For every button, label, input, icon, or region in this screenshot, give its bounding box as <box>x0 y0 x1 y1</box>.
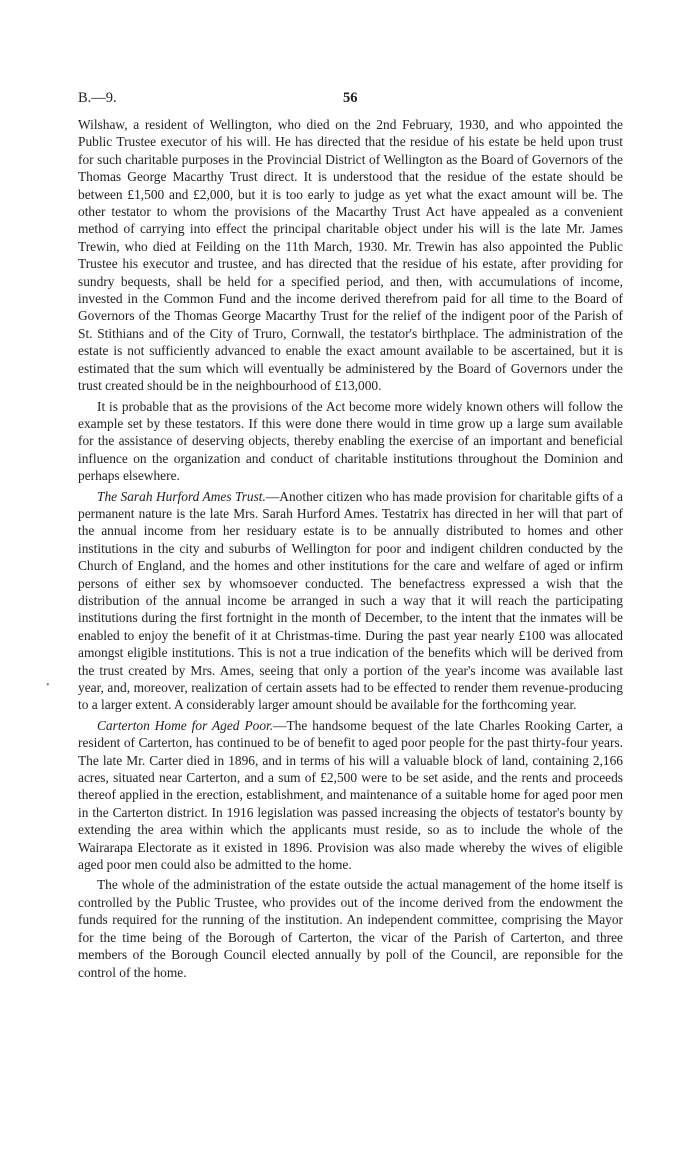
paragraph-text: —The handsome bequest of the late Charles Rooking Carter, a resident of Carterton, has continued to be of benefit to aged poor people for the past thirty-four years. The late Mr. Carter died in 1896, and in terms of his will a valuable block of land, containing 2,166 acres, situated near Carterton, and a sum of £2,500 were to be set aside, and the rents and proceeds thereof applied in the erection, establishment, and maintenance of a suitable home for aged poor men in the Carterton district. In 1916 legislation was passed increasing the objects of testator's bounty by extending the area within which the applicants must reside, so as to include the whole of the Wairarapa Electorate as it existed in 1896. Provision was also made whereby the wives of eligible aged poor men could also be admitted to the home. <box>78 717 623 873</box>
paragraph-text: Wilshaw, a resident of Wellington, who died on the 2nd February, 1930, and who appointed the Public Trustee executor of his will. He has directed that the residue of his estate be held upon trust for such charitable purposes in the Provincial District of Wellington as the Board of Governors of the Thomas George Macarthy Trust direct. It is understood that the residue of the estate should be between £1,500 and £2,000, but it is too early to judge as yet what the exact amount will be. The other testator to whom the provisions of the Macarthy Trust Act have appealed as a convenient method of carrying into effect the principal charitable object under his will is the late Mr. James Trewin, who died at Feilding on the 11th March, 1930. Mr. Trewin has also appointed the Public Trustee his executor and trustee, and has directed that the residue of his estate, after providing for sundry bequests, shall be held for a specified period, and then, with accumulations of income, invested in the Common Fund and the income derived therefrom paid for all time to the Board of Governors of the Thomas George Macarthy Trust for the relief of the indigent poor of the Parish of St. Stithians and of the City of Truro, Cornwall, the testator's birthplace. The administration of the estate is not sufficiently advanced to enable the exact amount available to be ascertained, but it is estimated that the sum which will eventually be administered by the Board of Governors under the trust created should be in the neighbourhood of £13,000. <box>78 117 623 394</box>
section-heading: Carterton Home for Aged Poor. <box>97 717 274 733</box>
paragraph-text: It is probable that as the provisions of the Act become more widely known others will follow the example set by these testators. If this were done there would in time grow up a large sum available for the assistance of deserving objects, thereby enabling the exercise of an important and beneficial influence on the organization and conduct of charitable institutions throughout the Dominion and perhaps elsewhere. <box>78 398 623 484</box>
paragraph-wilshaw-trewin <box>78 116 623 395</box>
paragraph-probable <box>78 398 623 485</box>
body-text <box>78 116 623 984</box>
paragraph-administration <box>78 876 623 980</box>
section-heading: The Sarah Hurford Ames Trust. <box>97 488 266 504</box>
margin-mark: • <box>46 680 50 691</box>
paragraph-ames-trust <box>78 488 623 714</box>
document-reference: B.—9. <box>78 90 117 106</box>
paragraph-text: —Another citizen who has made provision for charitable gifts of a permanent nature is the late Mrs. Sarah Hurford Ames. Testatrix has directed in her will that part of the annual income from her residuary estate is to be annually distributed to homes and other institutions in the city and suburbs of Wellington for poor and indigent children conducted by the Church of England, and the homes and other institutions for the care and welfare of aged or infirm persons of either sex by whomsoever conducted. The benefactress expressed a wish that the distribution of the annual income be arranged in such a way that it will reach the participating institutions during the first fortnight in the month of December, to the intent that the inmates will be enabled to enjoy the benefit of it at Christmas-time. During the past year nearly £100 was allocated amongst eligible institutions. This is not a true indication of the benefits which will be derived from the trust created by Mrs. Ames, seeing that only a portion of the year's income was available last year, and, moreover, realization of certain assets had to be effected to render them revenue-producing to a larger extent. A considerably larger amount should be available for the forthcoming year. <box>78 488 624 713</box>
page-header <box>78 90 628 110</box>
page-number: 56 <box>343 90 358 106</box>
paragraph-carterton-home <box>78 717 623 874</box>
paragraph-text: The whole of the administration of the estate outside the actual management of the home itself is controlled by the Public Trustee, who provides out of the income derived from the endowment the funds required for the running of the institution. An independent committee, comprising the Mayor for the time being of the Borough of Carterton, the vicar of the Parish of Carterton, and three members of the Borough Council elected annually by poll of the Council, are reponsible for the control of the home. <box>78 877 623 980</box>
